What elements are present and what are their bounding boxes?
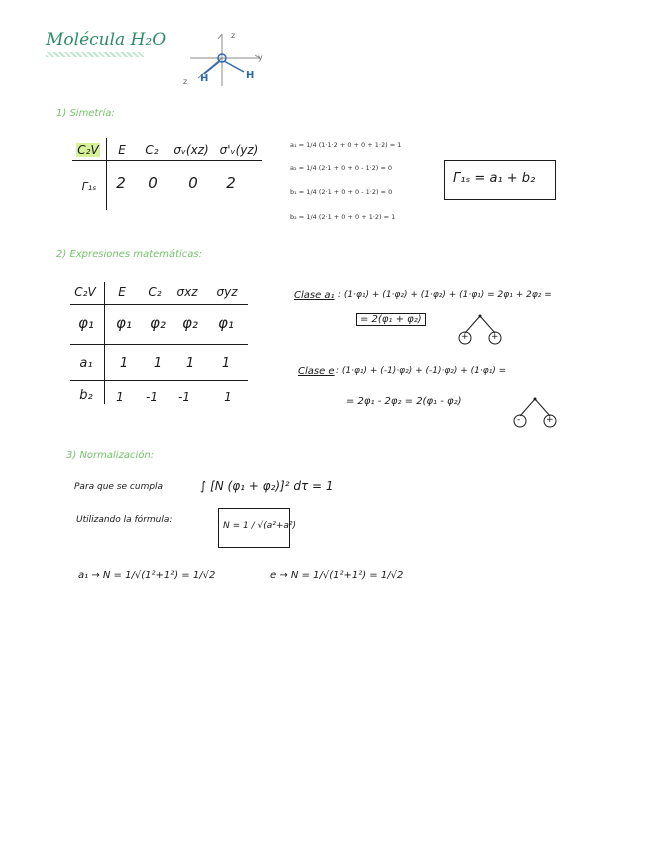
table1-val-e: 2	[116, 174, 126, 192]
table2-hline-1	[70, 304, 248, 305]
section-3-title: 3) Normalización:	[66, 450, 155, 461]
table2-header-c2: C₂	[148, 285, 162, 299]
table1-vline	[106, 138, 107, 210]
orbital-b2-sign-2: +	[546, 415, 554, 425]
table1-val-sv-xz: 0	[188, 174, 198, 192]
table2-b2-e: 1	[116, 390, 124, 404]
table1-row-gamma: Γ₁ₛ	[81, 180, 97, 193]
clase-a1-line2: = 2(φ₁ + φ₂)	[356, 313, 426, 326]
hydrogen-1-label: H	[200, 73, 209, 84]
table2-hline-3	[70, 380, 248, 381]
formula-intro-text: Utilizando la fórmula:	[76, 515, 173, 525]
axis-y-label: y	[258, 53, 263, 62]
table2-b2-syz: 1	[224, 390, 232, 404]
formula-a2: a₂ = 1/4 (2·1 + 0 + 0 - 1·2) = 0	[290, 164, 393, 172]
table2-a1-c2: 1	[153, 356, 163, 371]
table2-phi-c2: φ₂	[150, 314, 166, 332]
hydrogen-2-label: H	[246, 70, 255, 81]
table1-header-sv-xz: σᵥ(xz)	[173, 143, 209, 157]
orbital-a1-sign-2: +	[491, 332, 499, 342]
table1-header-e: E	[118, 143, 126, 157]
table2-vline	[104, 282, 105, 404]
formula-a1: a₁ = 1/4 (1·1·2 + 0 + 0 + 1·2) = 1	[290, 141, 402, 149]
table2-b2-sxz: -1	[178, 390, 190, 404]
formula-b1: b₁ = 1/4 (2·1 + 0 + 0 - 1·2) = 0	[290, 188, 393, 196]
clase-b2-label: Clase e	[298, 366, 335, 377]
clase-a1-label: Clase a₁	[294, 290, 335, 301]
normalization-formula: N = 1 / √(a²+a²)	[223, 521, 297, 531]
table1-header-c2: C₂	[145, 143, 159, 157]
normalization-formula-box	[218, 508, 297, 548]
table2-header-sxz: σxz	[176, 285, 198, 299]
formula-b2: b₂ = 1/4 (2·1 + 0 + 0 + 1·2) = 1	[290, 213, 396, 221]
table1-hline	[72, 160, 262, 161]
table1-header-c2v: C₂V	[77, 143, 99, 157]
page-title: Molécula H₂O	[46, 30, 167, 50]
section-1-title: 1) Simetría:	[56, 108, 115, 119]
table2-a1-syz: 1	[221, 356, 231, 371]
table2-phi-syz: φ₁	[218, 314, 234, 332]
clase-a1-line2-wrap	[356, 314, 426, 325]
clase-a1-line1: : (1·φ₁) + (1·φ₂) + (1·φ₂) + (1·φ₁) = 2φ₁ + 2φ₂ =	[338, 290, 552, 300]
orbital-a1-sign-1: +	[461, 332, 469, 342]
table2-hline-2	[70, 344, 248, 345]
table2-a1-e: 1	[119, 356, 129, 371]
table2-b2-c2: -1	[146, 390, 158, 404]
gamma-result: Γ₁ₛ = a₁ + b₂	[453, 171, 536, 186]
table2-phi-sxz: φ₂	[182, 314, 198, 332]
result-e: e → N = 1/√(1²+1²) = 1/√2	[270, 570, 404, 581]
table1-header-sv-yz: σ'ᵥ(yz)	[219, 143, 259, 157]
gamma-result-box	[444, 160, 556, 200]
table1-val-c2: 0	[148, 174, 158, 192]
table2-phi-label: φ₁	[78, 314, 94, 332]
section-2-title: 2) Expresiones matemáticas:	[56, 249, 202, 260]
normalization-integral: ∫ [N (φ₁ + φ₂)]² dτ = 1	[200, 479, 334, 493]
table2-header-syz: σyz	[216, 285, 238, 299]
title-underline-decoration	[46, 52, 144, 57]
orbital-b2-sign-1: -	[517, 415, 521, 425]
table2-a1-label: a₁	[79, 356, 93, 371]
table2-header-e: E	[118, 285, 126, 299]
result-a1: a₁ → N = 1/√(1²+1²) = 1/√2	[78, 570, 216, 581]
axis-z-left-label: z	[183, 77, 188, 86]
axis-z-top-label: z	[231, 31, 236, 40]
table2-phi-e: φ₁	[116, 314, 132, 332]
clase-b2-line2: = 2φ₁ - 2φ₂ = 2(φ₁ - φ₂)	[346, 396, 462, 407]
table1-val-sv-yz: 2	[226, 174, 236, 192]
h2o-axes-diagram	[180, 30, 270, 92]
table2-a1-sxz: 1	[185, 356, 195, 371]
table2-header-c2v: C₂V	[74, 285, 96, 299]
table2-b2-label: b₂	[79, 388, 93, 403]
normalization-text: Para que se cumpla	[74, 482, 164, 492]
clase-b2-line1: : (1·φ₁) + (-1)·φ₂) + (-1)·φ₂) + (1·φ₁) =	[336, 366, 507, 376]
